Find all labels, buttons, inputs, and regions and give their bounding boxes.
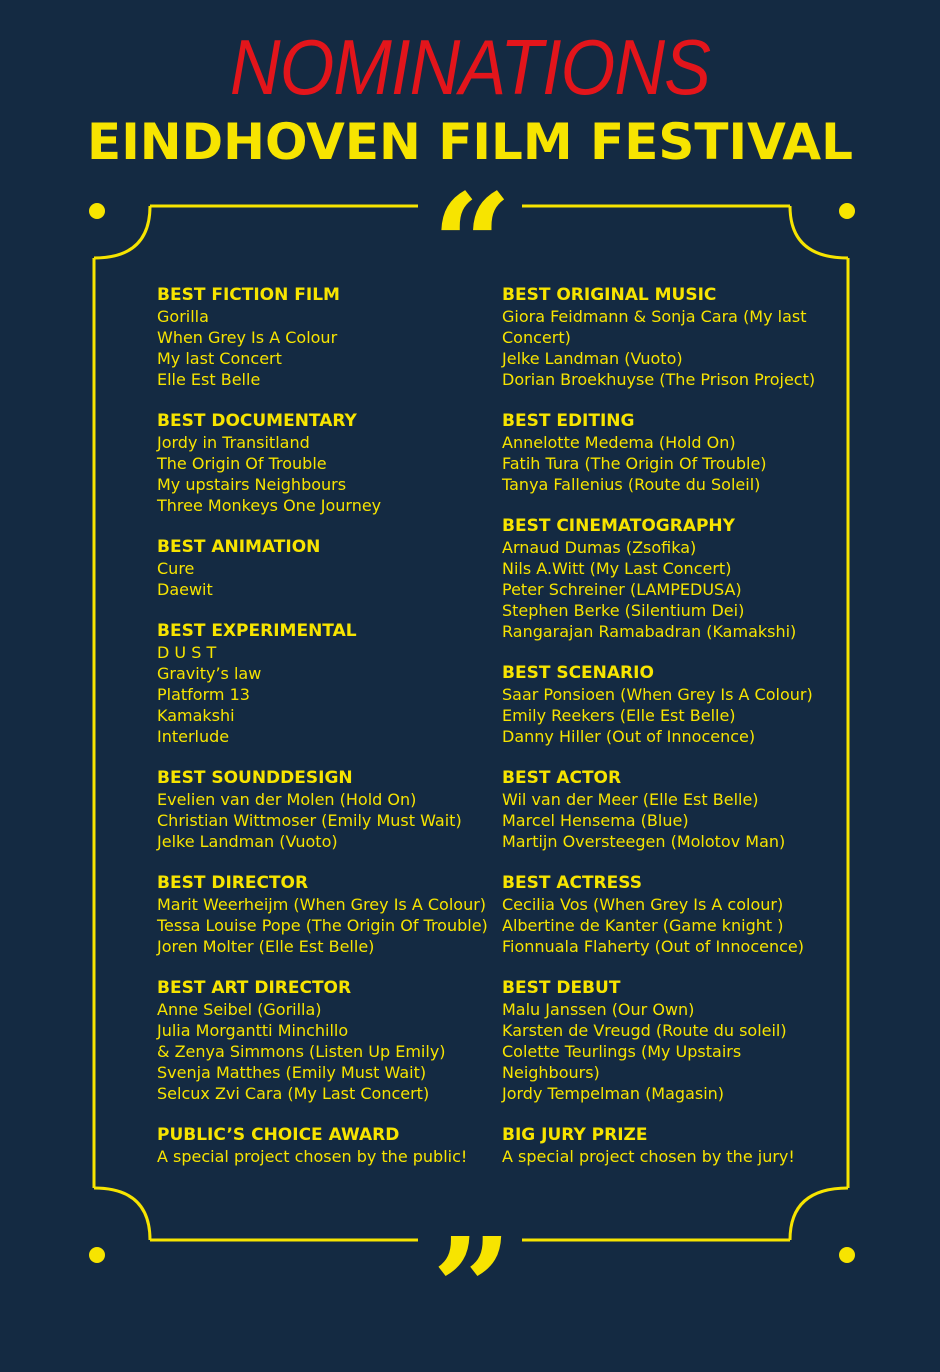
award-category (502, 768, 822, 852)
nominee-item: Cecilia Vos (When Grey Is A colour) (502, 895, 784, 914)
frame-dot-top-right (839, 203, 855, 219)
award-category (157, 873, 492, 957)
nominee-item: Kamakshi (157, 706, 235, 725)
nominee-item: Emily Reekers (Elle Est Belle) (502, 706, 736, 725)
nominee-item: Christian Wittmoser (Emily Must Wait) (157, 811, 462, 830)
nominee-item: My upstairs Neighbours (157, 475, 347, 494)
nominee-item: Elle Est Belle (157, 370, 261, 389)
category-title: BEST DIRECTOR (157, 873, 309, 893)
category-title: BEST EDITING (502, 411, 635, 431)
nominee-item: Wil van der Meer (Elle Est Belle) (502, 790, 759, 809)
category-title: BEST DOCUMENTARY (157, 411, 357, 431)
nominee-item: Platform 13 (157, 685, 250, 704)
nominee-item: Three Monkeys One Journey (157, 496, 382, 515)
nominee-item: Joren Molter (Elle Est Belle) (157, 937, 375, 956)
award-category (502, 873, 822, 957)
award-category (157, 621, 492, 747)
nominations-left-column (157, 285, 492, 1188)
nominee-item: My last Concert (157, 349, 282, 368)
nominee-item: Gravity’s law (157, 664, 262, 683)
category-title: BEST EXPERIMENTAL (157, 621, 357, 641)
nominee-item: Rangarajan Ramabadran (Kamakshi) (502, 622, 797, 641)
nominee-item: Julia Morgantti Minchillo (157, 1021, 349, 1040)
nominee-item: Jordy in Transitland (157, 433, 310, 452)
award-category (157, 537, 492, 600)
nominations-right-column (502, 285, 822, 1188)
category-title: BIG JURY PRIZE (502, 1125, 648, 1145)
nominee-item: Jelke Landman (Vuoto) (502, 349, 683, 368)
frame-corner-top-right (790, 206, 848, 258)
nominee-item: Giora Feidmann & Sonja Cara (My last (502, 307, 807, 326)
award-category (502, 285, 822, 390)
award-category (157, 411, 492, 516)
award-category (502, 978, 822, 1104)
award-category (157, 1125, 492, 1167)
award-category (157, 978, 492, 1104)
open-quote-icon: “ (431, 164, 513, 328)
nominee-item: Tessa Louise Pope (The Origin Of Trouble) (157, 916, 488, 935)
frame-dot-bottom-left (89, 1247, 105, 1263)
award-category (502, 1125, 822, 1167)
nominee-item: When Grey Is A Colour (157, 328, 338, 347)
category-title: BEST ACTRESS (502, 873, 642, 893)
award-category (502, 516, 822, 642)
nominee-item: Neighbours) (502, 1063, 600, 1082)
award-category (502, 663, 822, 747)
nominee-item: Stephen Berke (Silentium Dei) (502, 601, 745, 620)
category-title: BEST DEBUT (502, 978, 621, 998)
award-category (157, 768, 492, 852)
nominee-item: Marcel Hensema (Blue) (502, 811, 689, 830)
nominee-item: Nils A.Witt (My Last Concert) (502, 559, 732, 578)
nominee-item: Dorian Broekhuyse (The Prison Project) (502, 370, 816, 389)
nominee-item: Annelotte Medema (Hold On) (502, 433, 736, 452)
category-title: BEST SOUNDDESIGN (157, 768, 353, 788)
nominee-item: Saar Ponsioen (When Grey Is A Colour) (502, 685, 813, 704)
category-title: BEST SCENARIO (502, 663, 654, 683)
nominee-item: Daewit (157, 580, 213, 599)
category-title: BEST CINEMATOGRAPHY (502, 516, 735, 536)
award-category (502, 411, 822, 495)
nominee-item: Arnaud Dumas (Zsofika) (502, 538, 697, 557)
frame-dot-bottom-right (839, 1247, 855, 1263)
nominee-item: Albertine de Kanter (Game knight ) (502, 916, 784, 935)
close-quote-icon: ” (431, 1208, 513, 1372)
nominee-item: Jordy Tempelman (Magasin) (502, 1084, 725, 1103)
nominee-item: Interlude (157, 727, 230, 746)
nominee-item: The Origin Of Trouble (157, 454, 327, 473)
nominee-item: A special project chosen by the public! (157, 1147, 468, 1166)
nominee-item: Fatih Tura (The Origin Of Trouble) (502, 454, 767, 473)
frame-dot-top-left (89, 203, 105, 219)
nominee-item: Danny Hiller (Out of Innocence) (502, 727, 756, 746)
nominee-item: Colette Teurlings (My Upstairs (502, 1042, 742, 1061)
page-title: NOMINATIONS (229, 23, 711, 111)
category-title: BEST ANIMATION (157, 537, 321, 557)
nominee-item: Karsten de Vreugd (Route du soleil) (502, 1021, 787, 1040)
nominee-item: & Zenya Simmons (Listen Up Emily) (157, 1042, 446, 1061)
nominee-item: Tanya Fallenius (Route du Soleil) (502, 475, 761, 494)
nominee-item: Cure (157, 559, 195, 578)
nominee-item: Malu Janssen (Our Own) (502, 1000, 695, 1019)
festival-name: EINDHOVEN FILM FESTIVAL (87, 113, 853, 171)
category-title: BEST FICTION FILM (157, 285, 340, 305)
nominee-item: Selcux Zvi Cara (My Last Concert) (157, 1084, 430, 1103)
category-title: BEST ART DIRECTOR (157, 978, 352, 998)
nominee-item: Peter Schreiner (LAMPEDUSA) (502, 580, 742, 599)
nominee-item: Fionnuala Flaherty (Out of Innocence) (502, 937, 804, 956)
nominee-item: Marit Weerheijm (When Grey Is A Colour) (157, 895, 487, 914)
category-title: PUBLIC’S CHOICE AWARD (157, 1125, 400, 1145)
nominee-item: Svenja Matthes (Emily Must Wait) (157, 1063, 427, 1082)
category-title: BEST ORIGINAL MUSIC (502, 285, 717, 305)
nominee-item: Evelien van der Molen (Hold On) (157, 790, 417, 809)
nominee-item: Gorilla (157, 307, 209, 326)
nominee-item: Anne Seibel (Gorilla) (157, 1000, 322, 1019)
nominee-item: A special project chosen by the jury! (502, 1147, 795, 1166)
category-title: BEST ACTOR (502, 768, 622, 788)
frame-corner-bottom-left (94, 1188, 150, 1240)
frame-corner-bottom-right (790, 1188, 848, 1240)
nominee-item: Jelke Landman (Vuoto) (157, 832, 338, 851)
award-category (157, 285, 492, 390)
nominee-item: Concert) (502, 328, 571, 347)
nominee-item: D U S T (157, 643, 217, 662)
nominee-item: Martijn Oversteegen (Molotov Man) (502, 832, 786, 851)
